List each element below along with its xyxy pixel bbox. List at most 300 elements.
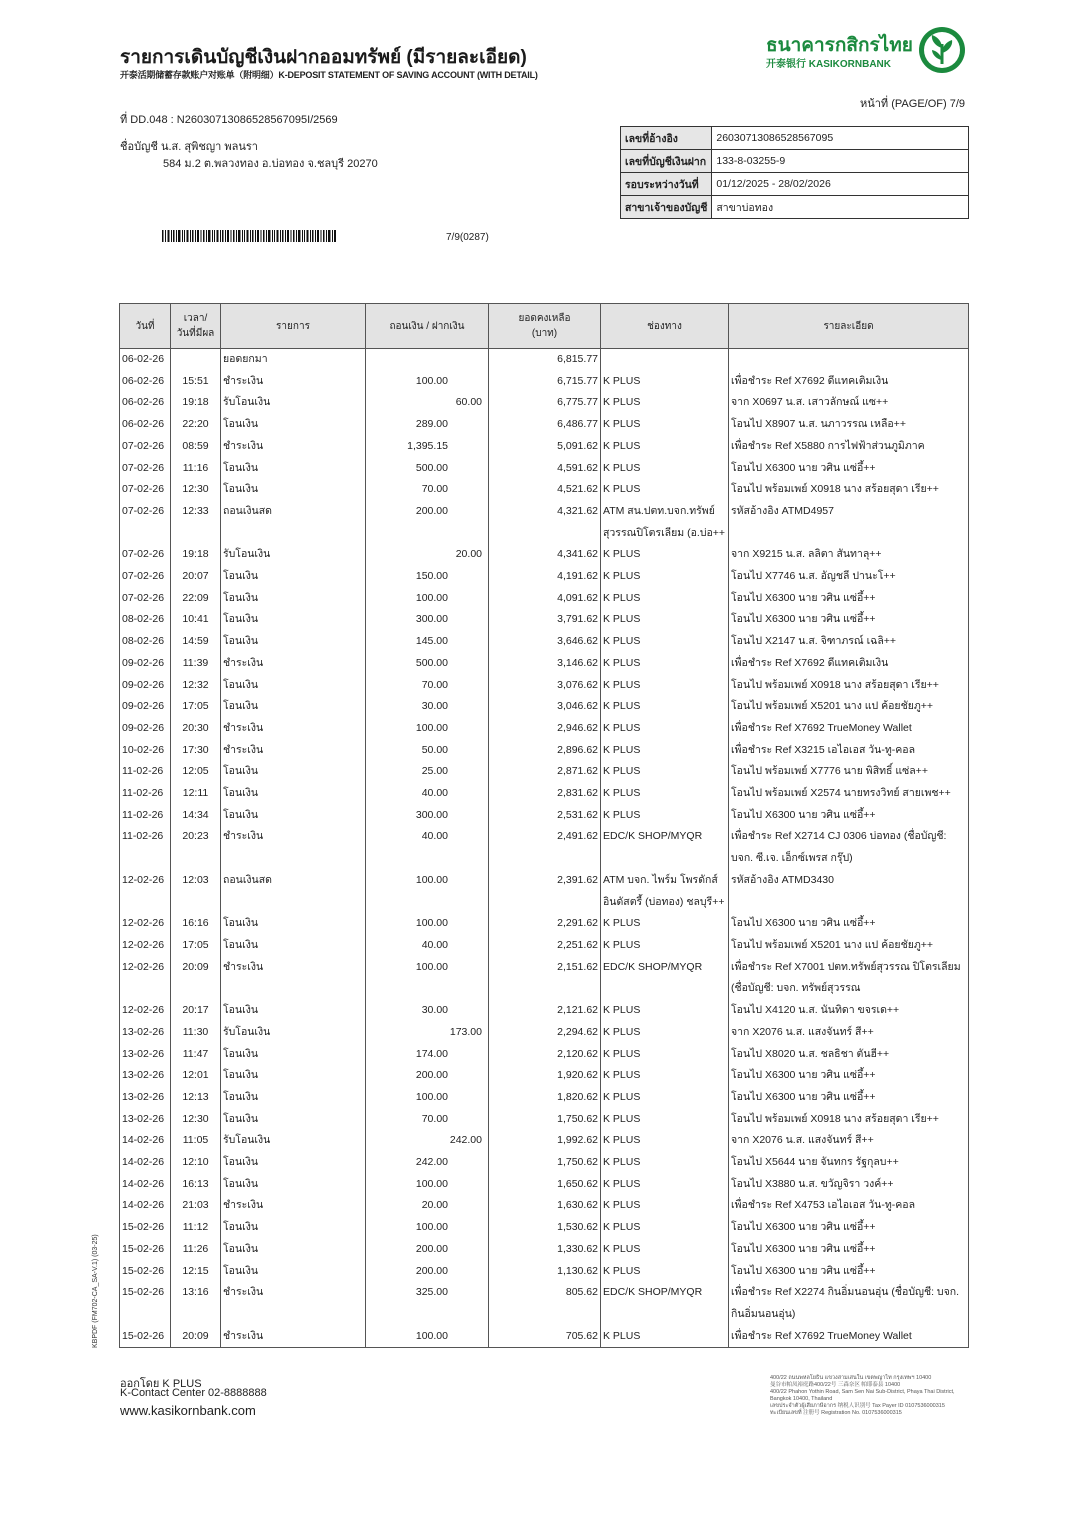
withdraw-amount: 100.00 [415,960,448,973]
txn-description: โอนเงิน [221,913,366,935]
txn-balance: 2,291.62 [489,913,601,935]
barcode-text: 7/9(0287) [446,232,489,243]
transactions-table [119,303,969,1348]
txn-amount [366,631,489,653]
txn-channel: EDC/K SHOP/MYQR [601,1282,729,1325]
txn-time: 16:16 [171,913,221,935]
txn-details: โอนไป X8020 น.ส. ชลธิชา ตันฮี++ [729,1044,969,1066]
header-amount: ถอนเงิน / ฝากเงิน [366,304,489,349]
txn-description: ชำระเงิน [221,826,366,869]
statement-subtitle: 开泰活期储蓄存款账户对账单（附明细）K-DEPOSIT STATEMENT OF SAVING ACCOUNT (WITH DETAIL) [120,70,538,80]
table-row [120,783,969,805]
withdraw-amount: 289.00 [415,418,448,431]
txn-details: โอนไป X6300 นาย วศิน แซ่อึ้++ [729,1217,969,1239]
txn-date: 11-02-26 [120,805,171,827]
txn-details: โอนไป X7746 น.ส. อัญชลี ปานะโ++ [729,566,969,588]
txn-details: โอนไป X6300 นาย วศิน แซ่อึ้++ [729,588,969,610]
txn-details: โอนไป X2147 น.ส. จิฑาภรณ์ เฉลิ++ [729,631,969,653]
deposit-amount: 242.00 [449,1134,482,1147]
txn-time: 17:30 [171,740,221,762]
bank-name-english: 开泰银行 KASIKORNBANK [766,59,891,70]
txn-balance: 6,715.77 [489,371,601,393]
table-row [120,696,969,718]
withdraw-amount: 70.00 [421,1112,448,1125]
txn-date: 11-02-26 [120,783,171,805]
txn-channel: ATM สน.ปตท.บจก.ทรัพย์สุวรรณปิโตรเลียม (อ.บ่อ++ [601,501,729,544]
bank-address [770,1375,970,1417]
txn-channel: K PLUS [601,696,729,718]
txn-amount [366,913,489,935]
txn-time: 12:05 [171,761,221,783]
withdraw-amount: 100.00 [415,591,448,604]
txn-date: 15-02-26 [120,1261,171,1283]
table-row [120,1326,969,1348]
txn-date: 07-02-26 [120,436,171,458]
txn-balance: 6,815.77 [489,349,601,371]
txn-description: ชำระเงิน [221,436,366,458]
table-row [120,913,969,935]
withdraw-amount: 40.00 [421,938,448,951]
txn-details: รหัสอ้างอิง ATMD3430 [729,870,969,913]
info-label: สาขาเจ้าของบัญชี [621,196,712,219]
table-row [120,479,969,501]
txn-channel: ATM บจก. ไพร์ม โพรดักส์ อินดัสตรี้ (บ่อทอง) ชลบุรี++ [601,870,729,913]
txn-channel: K PLUS [601,609,729,631]
info-row [621,196,969,219]
txn-date: 12-02-26 [120,1000,171,1022]
withdraw-amount: 100.00 [415,917,448,930]
txn-details: เพื่อชำระ Ref X3215 เอไอเอส วัน-ทู-คอล [729,740,969,762]
txn-balance: 2,121.62 [489,1000,601,1022]
info-label: เลขที่บัญชีเงินฝาก [621,150,712,173]
txn-date: 13-02-26 [120,1109,171,1131]
txn-time: 11:30 [171,1022,221,1044]
transactions-body [120,349,969,1348]
withdraw-amount: 100.00 [415,1090,448,1103]
txn-description: โอนเงิน [221,588,366,610]
txn-amount [366,1195,489,1217]
txn-channel: K PLUS [601,913,729,935]
withdraw-amount: 200.00 [415,504,448,517]
txn-amount [366,675,489,697]
txn-balance: 3,146.62 [489,653,601,675]
txn-balance: 4,091.62 [489,588,601,610]
table-row [120,826,969,869]
txn-time: 12:11 [171,783,221,805]
withdraw-amount: 500.00 [415,656,448,669]
withdraw-amount: 50.00 [421,743,448,756]
txn-balance: 2,120.62 [489,1044,601,1066]
txn-channel: K PLUS [601,1152,729,1174]
deposit-amount: 60.00 [455,396,482,409]
txn-balance: 2,251.62 [489,935,601,957]
txn-balance: 2,896.62 [489,740,601,762]
withdraw-amount: 40.00 [421,830,448,843]
txn-date: 15-02-26 [120,1326,171,1348]
txn-balance: 1,750.62 [489,1109,601,1131]
txn-details: โอนไป พร้อมเพย์ X0918 นาง สร้อยสุดา เรีย++ [729,675,969,697]
txn-description: โอนเงิน [221,1065,366,1087]
txn-time: 20:07 [171,566,221,588]
txn-description: รับโอนเงิน [221,544,366,566]
txn-channel: EDC/K SHOP/MYQR [601,826,729,869]
txn-amount [366,870,489,913]
table-row [120,588,969,610]
txn-time: 14:59 [171,631,221,653]
website-link[interactable]: www.kasikornbank.com [120,1403,256,1418]
table-row [120,436,969,458]
txn-description: รับโอนเงิน [221,1022,366,1044]
withdraw-amount: 500.00 [415,461,448,474]
txn-amount [366,458,489,480]
txn-balance: 2,531.62 [489,805,601,827]
txn-time: 12:15 [171,1261,221,1283]
txn-time: 21:03 [171,1195,221,1217]
txn-description: โอนเงิน [221,1109,366,1131]
txn-amount [366,349,489,371]
txn-amount [366,1087,489,1109]
txn-amount [366,1022,489,1044]
table-row [120,1000,969,1022]
txn-time: 20:17 [171,1000,221,1022]
txn-amount [366,1109,489,1131]
txn-details: เพื่อชำระ Ref X7001 ปตท.ทรัพย์สุวรรณ ปิโตรเลียม (ชื่อบัญชี: บจก. ทรัพย์สุวรรณ [729,957,969,1000]
txn-amount [366,1217,489,1239]
table-row [120,1152,969,1174]
txn-details: เพื่อชำระ Ref X7692 TrueMoney Wallet [729,1326,969,1348]
txn-amount [366,1065,489,1087]
txn-description: โอนเงิน [221,783,366,805]
txn-description: ถอนเงินสด [221,501,366,544]
txn-description: โอนเงิน [221,609,366,631]
txn-description: โอนเงิน [221,479,366,501]
txn-date: 09-02-26 [120,718,171,740]
withdraw-amount: 145.00 [415,635,448,648]
txn-channel: K PLUS [601,740,729,762]
txn-balance: 4,321.62 [489,501,601,544]
table-row [120,870,969,913]
txn-details: โอนไป X6300 นาย วศิน แซ่อึ้++ [729,458,969,480]
withdraw-amount: 200.00 [415,1242,448,1255]
txn-time: 12:03 [171,870,221,913]
txn-channel: K PLUS [601,805,729,827]
txn-time: 22:20 [171,414,221,436]
txn-amount [366,414,489,436]
header-description: รายการ [221,304,366,349]
txn-details: โอนไป X4120 น.ส. นันทิดา ขจรเด++ [729,1000,969,1022]
txn-date: 07-02-26 [120,458,171,480]
table-row [120,1044,969,1066]
withdraw-amount: 40.00 [421,787,448,800]
table-row [120,1109,969,1131]
table-row [120,761,969,783]
txn-balance: 705.62 [489,1326,601,1348]
txn-balance: 2,391.62 [489,870,601,913]
txn-details: โอนไป พร้อมเพย์ X0918 นาง สร้อยสุดา เรีย++ [729,1109,969,1131]
txn-details: โอนไป X6300 นาย วศิน แซ่อึ้++ [729,1065,969,1087]
withdraw-amount: 25.00 [421,765,448,778]
withdraw-amount: 20.00 [421,1199,448,1212]
table-row [120,1239,969,1261]
txn-channel: K PLUS [601,783,729,805]
txn-channel: K PLUS [601,1044,729,1066]
txn-balance: 2,151.62 [489,957,601,1000]
txn-time: 11:39 [171,653,221,675]
txn-channel: K PLUS [601,718,729,740]
address-line: 曼谷市帕凤裕庭路400/22号 三森奈区 帕耶泰县 10400 [770,1382,901,1388]
txn-date: 07-02-26 [120,501,171,544]
info-value: 01/12/2025 - 28/02/2026 [712,173,969,196]
txn-details: โอนไป พร้อมเพย์ X5201 นาง แป ค้อยชัยภู++ [729,935,969,957]
barcode-icon [162,230,336,242]
txn-details: จาก X0697 น.ส. เสาวลักษณ์ แซ++ [729,392,969,414]
txn-amount [366,544,489,566]
withdraw-amount: 100.00 [415,1221,448,1234]
statement-title: รายการเดินบัญชีเงินฝากออมทรัพย์ (มีรายละเอียด) [120,47,527,68]
txn-channel: K PLUS [601,1217,729,1239]
txn-balance: 2,294.62 [489,1022,601,1044]
txn-description: โอนเงิน [221,1261,366,1283]
txn-channel: K PLUS [601,566,729,588]
account-name: ชื่อบัญชี น.ส. สุพิชญา พลนรา [120,141,258,153]
txn-description: โอนเงิน [221,675,366,697]
txn-details: จาก X2076 น.ส. แสงจันทร์ สี++ [729,1130,969,1152]
txn-time: 19:18 [171,544,221,566]
txn-balance: 2,491.62 [489,826,601,869]
txn-description: โอนเงิน [221,805,366,827]
txn-time [171,349,221,371]
txn-details: เพื่อชำระ Ref X7692 ดีแทคเติมเงิน [729,653,969,675]
txn-details: เพื่อชำระ Ref X7692 TrueMoney Wallet [729,718,969,740]
txn-balance: 3,046.62 [489,696,601,718]
txn-date: 06-02-26 [120,371,171,393]
txn-balance: 6,486.77 [489,414,601,436]
table-row [120,1174,969,1196]
txn-balance: 1,992.62 [489,1130,601,1152]
header-channel: ช่องทาง [601,304,729,349]
txn-balance: 1,820.62 [489,1087,601,1109]
txn-time: 12:01 [171,1065,221,1087]
txn-description: โอนเงิน [221,1087,366,1109]
txn-balance: 3,791.62 [489,609,601,631]
txn-description: ชำระเงิน [221,1195,366,1217]
txn-balance: 3,646.62 [489,631,601,653]
txn-amount [366,1000,489,1022]
txn-details: โอนไป พร้อมเพย์ X2574 นายทรงวิทย์ สายเพช++ [729,783,969,805]
address-line: 400/22 ถนนพหลโยธิน แขวงสามเสนใน เขตพญาไท กรุงเทพฯ 10400 [770,1375,932,1381]
txn-details [729,349,969,371]
txn-time: 13:16 [171,1282,221,1325]
withdraw-amount: 300.00 [415,613,448,626]
txn-date: 15-02-26 [120,1239,171,1261]
table-row [120,1195,969,1217]
txn-date: 12-02-26 [120,870,171,913]
txn-amount [366,436,489,458]
txn-time: 11:47 [171,1044,221,1066]
txn-details: โอนไป X6300 นาย วศิน แซ่อึ้++ [729,1239,969,1261]
txn-amount [366,783,489,805]
txn-date: 13-02-26 [120,1065,171,1087]
txn-details: โอนไป X6300 นาย วศิน แซ่อึ้++ [729,609,969,631]
txn-time: 12:30 [171,1109,221,1131]
txn-amount [366,805,489,827]
withdraw-amount: 242.00 [415,1156,448,1169]
txn-amount [366,588,489,610]
txn-details: โอนไป พร้อมเพย์ X0918 นาง สร้อยสุดา เรีย++ [729,479,969,501]
info-label: เลขที่อ้างอิง [621,127,712,150]
txn-description: โอนเงิน [221,566,366,588]
txn-description: โอนเงิน [221,1044,366,1066]
txn-time: 16:13 [171,1174,221,1196]
header-balance: ยอดคงเหลือ (บาท) [489,304,601,349]
txn-amount [366,696,489,718]
deposit-amount: 20.00 [455,548,482,561]
txn-channel: K PLUS [601,1130,729,1152]
txn-time: 12:32 [171,675,221,697]
issued-by: ออกโดย K PLUS [120,1378,202,1390]
txn-amount [366,501,489,544]
txn-channel: K PLUS [601,414,729,436]
txn-balance: 4,341.62 [489,544,601,566]
txn-amount [366,609,489,631]
bank-name-thai: ธนาคารกสิกรไทย [766,35,913,56]
account-address: 584 ม.2 ต.พลวงทอง อ.บ่อทอง จ.ชลบุรี 20270 [163,158,378,170]
txn-amount [366,371,489,393]
txn-balance: 1,920.62 [489,1065,601,1087]
txn-date: 08-02-26 [120,609,171,631]
txn-details: โอนไป พร้อมเพย์ X7776 นาย พิสิทธิ์ แซ่ล++ [729,761,969,783]
withdraw-amount: 200.00 [415,1069,448,1082]
txn-description: ชำระเงิน [221,653,366,675]
txn-date: 07-02-26 [120,566,171,588]
txn-channel: K PLUS [601,436,729,458]
txn-time: 20:09 [171,1326,221,1348]
table-row [120,1282,969,1325]
txn-date: 06-02-26 [120,392,171,414]
txn-amount [366,1326,489,1348]
txn-description: โอนเงิน [221,696,366,718]
txn-description: โอนเงิน [221,761,366,783]
txn-amount [366,479,489,501]
txn-time: 14:34 [171,805,221,827]
txn-amount [366,761,489,783]
withdraw-amount: 300.00 [415,808,448,821]
withdraw-amount: 100.00 [415,1177,448,1190]
txn-description: โอนเงิน [221,1174,366,1196]
address-line: ทะเบียนเลขที่ 注册号 Registration No. 0107536000315 [770,1410,902,1416]
txn-details: เพื่อชำระ Ref X4753 เอไอเอส วัน-ทู-คอล [729,1195,969,1217]
table-header-row [120,304,969,349]
info-row [621,150,969,173]
txn-date: 15-02-26 [120,1217,171,1239]
txn-balance: 2,831.62 [489,783,601,805]
txn-description: ชำระเงิน [221,1326,366,1348]
txn-balance: 1,530.62 [489,1217,601,1239]
txn-time: 15:51 [171,371,221,393]
txn-date: 11-02-26 [120,826,171,869]
txn-channel: K PLUS [601,631,729,653]
txn-balance: 1,650.62 [489,1174,601,1196]
txn-details: จาก X9215 น.ส. ลลิตา สันทาลุ++ [729,544,969,566]
txn-balance: 3,076.62 [489,675,601,697]
txn-balance: 6,775.77 [489,392,601,414]
table-row [120,414,969,436]
txn-date: 09-02-26 [120,653,171,675]
withdraw-amount: 70.00 [421,483,448,496]
txn-amount [366,1261,489,1283]
txn-balance: 2,871.62 [489,761,601,783]
txn-date: 07-02-26 [120,479,171,501]
account-info-table [620,126,969,219]
txn-date: 11-02-26 [120,761,171,783]
txn-time: 20:23 [171,826,221,869]
txn-time: 12:30 [171,479,221,501]
txn-channel: K PLUS [601,1195,729,1217]
deposit-amount: 173.00 [449,1025,482,1038]
withdraw-amount [448,353,452,365]
txn-amount [366,1044,489,1066]
txn-description: ถอนเงินสด [221,870,366,913]
txn-description: ชำระเงิน [221,371,366,393]
contact-center: K-Contact Center 02-8888888 [120,1387,267,1399]
txn-balance: 1,750.62 [489,1152,601,1174]
table-row [120,718,969,740]
txn-date: 07-02-26 [120,544,171,566]
txn-channel: K PLUS [601,371,729,393]
withdraw-amount: 325.00 [415,1286,448,1299]
txn-description: ชำระเงิน [221,957,366,1000]
txn-balance: 4,521.62 [489,479,601,501]
txn-time: 11:05 [171,1130,221,1152]
txn-amount [366,1130,489,1152]
txn-channel [601,349,729,371]
table-row [120,1087,969,1109]
table-row [120,349,969,371]
txn-channel: K PLUS [601,1174,729,1196]
txn-amount [366,392,489,414]
txn-amount [366,1174,489,1196]
withdraw-amount: 174.00 [415,1047,448,1060]
txn-time: 20:09 [171,957,221,1000]
txn-details: โอนไป X6300 นาย วศิน แซ่อึ้++ [729,805,969,827]
txn-channel: K PLUS [601,392,729,414]
txn-balance: 4,191.62 [489,566,601,588]
txn-amount [366,718,489,740]
txn-balance: 1,330.62 [489,1239,601,1261]
txn-date: 09-02-26 [120,696,171,718]
txn-description: ชำระเงิน [221,1282,366,1325]
txn-description: โอนเงิน [221,458,366,480]
txn-channel: K PLUS [601,1022,729,1044]
txn-channel: K PLUS [601,588,729,610]
txn-time: 20:30 [171,718,221,740]
txn-channel: K PLUS [601,1065,729,1087]
txn-time: 08:59 [171,436,221,458]
txn-amount [366,653,489,675]
txn-details: เพื่อชำระ Ref X7692 ดีแทคเติมเงิน [729,371,969,393]
header-date: วันที่ [120,304,171,349]
txn-date: 13-02-26 [120,1022,171,1044]
txn-time: 12:10 [171,1152,221,1174]
txn-details: เพื่อชำระ Ref X2714 CJ 0306 บ่อทอง (ชื่อบัญชี: บจก. ซี.เจ. เอ็กซ์เพรส กรุ๊ป) [729,826,969,869]
txn-time: 11:26 [171,1239,221,1261]
info-label: รอบระหว่างวันที่ [621,173,712,196]
txn-description: รับโอนเงิน [221,392,366,414]
table-row [120,957,969,1000]
txn-amount [366,957,489,1000]
txn-balance: 5,091.62 [489,436,601,458]
txn-description: ชำระเงิน [221,718,366,740]
